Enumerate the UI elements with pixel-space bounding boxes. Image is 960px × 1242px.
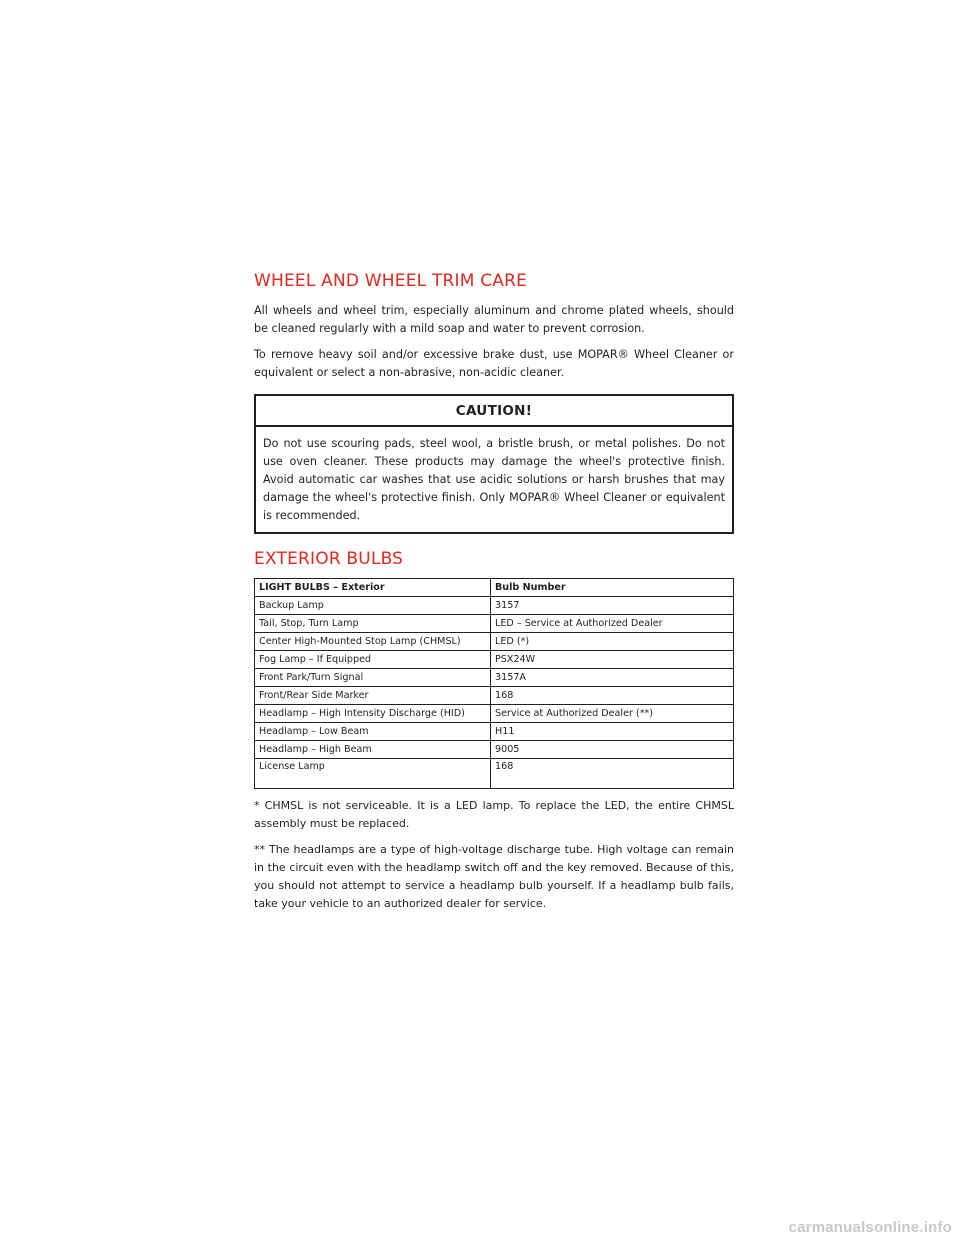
caution-box	[254, 394, 734, 534]
table-row	[255, 723, 734, 741]
caution-title: CAUTION!	[256, 396, 732, 427]
table-header-bulb-number: Bulb Number	[491, 579, 734, 597]
table-row	[255, 759, 734, 789]
bulb-number: Service at Authorized Dealer (**)	[491, 705, 734, 723]
wheel-paragraph-1: All wheels and wheel trim, especially aluminum and chrome plated wheels, should be cleaned regularly with a mild soap and water to prevent corrosion.	[254, 304, 734, 335]
table-row	[255, 615, 734, 633]
table-row	[255, 633, 734, 651]
manual-page	[254, 270, 734, 921]
table-row	[255, 741, 734, 759]
table-row	[255, 669, 734, 687]
bulb-number: LED – Service at Authorized Dealer	[491, 615, 734, 633]
footnote-chmsl: * CHMSL is not serviceable. It is a LED lamp. To replace the LED, the entire CHMSL assembly must be replaced.	[254, 799, 734, 830]
table-header-light-bulbs: LIGHT BULBS – Exterior	[255, 579, 491, 597]
table-header-row	[255, 579, 734, 597]
bulb-name: Tail, Stop, Turn Lamp	[255, 615, 491, 633]
bulb-name: Front/Rear Side Marker	[255, 687, 491, 705]
wheel-paragraph-2: To remove heavy soil and/or excessive brake dust, use MOPAR® Wheel Cleaner or equivalent or select a non-abrasive, non-acidic cleaner.	[254, 348, 734, 379]
table-row	[255, 597, 734, 615]
caution-text: Do not use scouring pads, steel wool, a bristle brush, or metal polishes. Do not use oven cleaner. These products may damage the wheel's protective finish. Avoid automatic car washes that use acidic solutions or harsh brushes that may damage the wheel's protective finish. Only MOPAR® Wheel Cleaner or equivalent is recommended.	[263, 437, 725, 522]
wheel-section-title: WHEEL AND WHEEL TRIM CARE	[254, 271, 528, 291]
bulb-name: Headlamp – Low Beam	[255, 723, 491, 741]
table-row	[255, 651, 734, 669]
table-row	[255, 687, 734, 705]
footnote-headlamp: ** The headlamps are a type of high-voltage discharge tube. High voltage can remain in the circuit even with the headlamp switch off and the key removed. Because of this, you should not attempt to service a headlamp bulb yourself. If a headlamp bulb fails, take your vehicle to an authorized dealer for service.	[254, 843, 734, 910]
bulb-name: Fog Lamp – If Equipped	[255, 651, 491, 669]
bulb-number: 168	[491, 687, 734, 705]
bulb-number: LED (*)	[491, 633, 734, 651]
bulbs-section-title: EXTERIOR BULBS	[254, 549, 404, 569]
bulb-name: Headlamp – High Intensity Discharge (HID)	[255, 705, 491, 723]
bulbs-table	[254, 578, 734, 789]
bulb-name: Front Park/Turn Signal	[255, 669, 491, 687]
watermark-text: carmanualsonline.info	[788, 1219, 952, 1236]
bulb-number: 9005	[491, 741, 734, 759]
bulb-number: 3157A	[491, 669, 734, 687]
bulb-name: Center High-Mounted Stop Lamp (CHMSL)	[255, 633, 491, 651]
bulb-number: 3157	[491, 597, 734, 615]
bulb-number: 168	[491, 759, 734, 789]
bulb-name: License Lamp	[255, 759, 491, 789]
bulb-name: Backup Lamp	[255, 597, 491, 615]
bulb-number: H11	[491, 723, 734, 741]
bulb-number: PSX24W	[491, 651, 734, 669]
table-row	[255, 705, 734, 723]
bulb-name: Headlamp – High Beam	[255, 741, 491, 759]
